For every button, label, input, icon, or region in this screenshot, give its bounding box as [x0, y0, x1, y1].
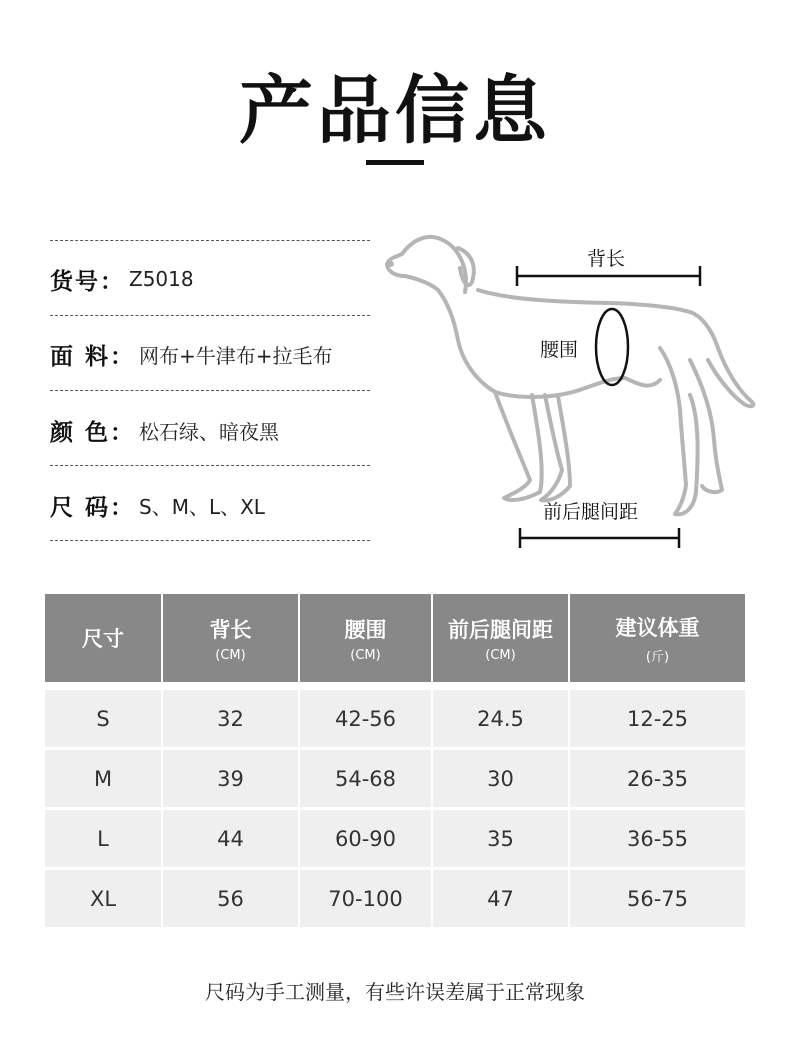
- divider: [50, 240, 370, 241]
- dog-outline-icon: [387, 237, 753, 514]
- info-value: Z5018: [129, 267, 194, 291]
- table-cell: M: [45, 750, 163, 807]
- table-cell: 39: [163, 750, 300, 807]
- header-cell: [163, 594, 300, 682]
- table-cell: 47: [433, 870, 570, 927]
- divider: [50, 540, 370, 541]
- info-row-color: [50, 410, 380, 450]
- table-row: [45, 870, 745, 927]
- info-row-size: [50, 485, 380, 525]
- info-row-item-number: [50, 259, 380, 299]
- title-underline: [366, 160, 424, 165]
- header-cell: [433, 594, 570, 682]
- header-main: 背长: [209, 617, 252, 642]
- info-value: 网布+牛津布+拉毛布: [139, 343, 333, 368]
- table-cell: XL: [45, 870, 163, 927]
- info-value: S、M、L、XL: [139, 494, 265, 519]
- table-cell: 56-75: [626, 886, 689, 911]
- header-main: 前后腿间距: [448, 617, 553, 642]
- header-unit: (斤): [645, 649, 670, 665]
- size-table: [45, 594, 745, 930]
- waist-label: 腰围: [540, 339, 579, 361]
- waist-ring-icon: [596, 309, 628, 385]
- header-cell: [300, 594, 433, 682]
- table-cell: 30: [433, 750, 570, 807]
- info-row-fabric: [50, 334, 380, 374]
- header-unit: (CM): [350, 647, 381, 663]
- table-cell: L: [45, 810, 163, 867]
- back-length-label: 背长: [587, 248, 626, 270]
- measurement-note: 尺码为手工测量，有些许误差属于正常现象: [205, 980, 585, 1004]
- table-row: [45, 750, 745, 807]
- header-main: 尺寸: [82, 627, 124, 651]
- header-cell: [570, 594, 745, 682]
- header-unit: (CM): [215, 647, 246, 663]
- table-cell: 56: [163, 870, 300, 927]
- dog-nose-icon: [388, 261, 394, 267]
- table-cell: S: [45, 690, 163, 747]
- info-label: 尺 码：: [50, 494, 136, 521]
- table-row: [45, 810, 745, 867]
- header-main: 腰围: [344, 617, 387, 642]
- table-cell: 60-90: [300, 810, 433, 867]
- header-main: 建议体重: [615, 615, 700, 640]
- table-cell: 32: [163, 690, 300, 747]
- info-label: 货号：: [50, 268, 125, 295]
- table-cell: 42-56: [300, 690, 433, 747]
- table-cell: 36-55: [626, 826, 689, 851]
- divider: [50, 390, 370, 391]
- divider: [50, 465, 370, 466]
- table-cell: 70-100: [300, 870, 433, 927]
- table-header: [45, 594, 745, 682]
- leg-distance-line-icon: [520, 528, 679, 548]
- info-label: 面 料：: [50, 343, 136, 370]
- table-cell: 35: [433, 810, 570, 867]
- info-value: 松石绿、暗夜黑: [139, 419, 280, 444]
- page-title: 产品信息: [239, 68, 551, 154]
- table-cell: 24.5: [433, 690, 570, 747]
- table-row: [45, 690, 745, 747]
- table-cell: 54-68: [300, 750, 433, 807]
- divider: [50, 315, 370, 316]
- header-unit: (CM): [485, 647, 516, 663]
- leg-distance-label: 前后腿间距: [543, 501, 639, 523]
- header-cell: [45, 594, 163, 682]
- info-label: 颜 色：: [50, 419, 136, 446]
- table-cell: 26-35: [626, 766, 689, 791]
- table-cell: 44: [163, 810, 300, 867]
- table-cell: 12-25: [626, 706, 689, 731]
